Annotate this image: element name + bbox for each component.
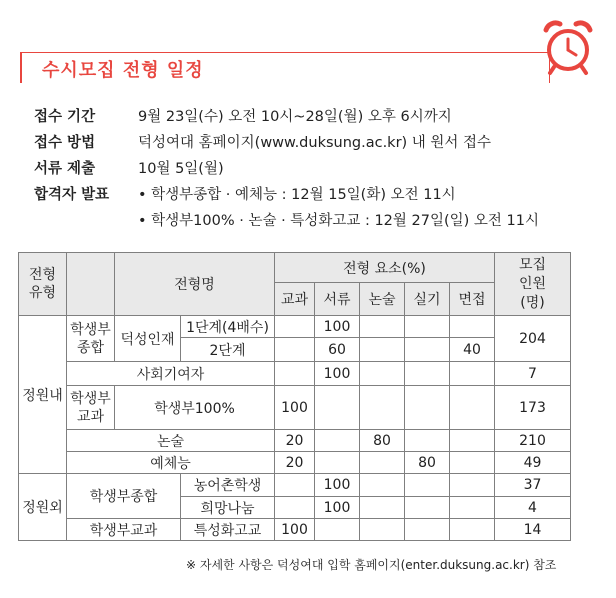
table-cell — [450, 474, 495, 497]
schedule-label: 서류 제출 — [34, 161, 96, 177]
schedule-value: 10월 5일(월) — [138, 161, 224, 177]
cell-jong2: 학생부종합 — [67, 474, 181, 519]
table-wrap — [18, 252, 571, 541]
table-cell — [360, 519, 405, 541]
schedule-row — [34, 156, 539, 182]
header-blank — [67, 253, 115, 316]
table-cell — [405, 519, 450, 541]
table-cell — [405, 430, 450, 452]
table-cell: 20 — [275, 430, 315, 452]
table-cell — [360, 474, 405, 497]
table-cell — [405, 386, 450, 430]
table-cell — [275, 474, 315, 497]
cell-hak-jong: 학생부 종합 — [67, 316, 115, 362]
table-cell: 100 — [275, 386, 315, 430]
table-cell — [450, 316, 495, 338]
table-cell — [315, 386, 360, 430]
cell-social: 사회기여자 — [67, 362, 275, 386]
header-type: 전형 유형 — [19, 253, 67, 316]
header-gyogwa: 교과 — [275, 283, 315, 316]
table-cell — [360, 338, 405, 362]
table-cell: 60 — [315, 338, 360, 362]
table-cell: 173 — [495, 386, 571, 430]
cell-jung-nae: 정원내 — [19, 316, 67, 474]
header-elements: 전형 요소(%) — [275, 253, 495, 283]
cell-gyo2: 학생부교과 — [67, 519, 181, 541]
schedule-info — [34, 104, 539, 234]
table-cell — [275, 338, 315, 362]
table-cell — [450, 519, 495, 541]
table-cell — [315, 519, 360, 541]
table-cell — [360, 386, 405, 430]
schedule-row — [34, 104, 539, 130]
table-cell — [405, 316, 450, 338]
table-cell: 100 — [315, 497, 360, 519]
table-cell — [405, 362, 450, 386]
table-cell: 100 — [275, 519, 315, 541]
cell-step2: 2단계 — [181, 338, 275, 362]
cell-nonsul: 논술 — [67, 430, 275, 452]
cell-tukhwa: 특성화고교 — [181, 519, 275, 541]
table-cell: 210 — [495, 430, 571, 452]
schedule-label: 접수 방법 — [34, 135, 96, 151]
table-cell — [275, 316, 315, 338]
table-cell — [405, 497, 450, 519]
header-myeonjeop: 면접 — [450, 283, 495, 316]
cell-hak100: 학생부100% — [115, 386, 275, 430]
table-cell: 7 — [495, 362, 571, 386]
table-cell: 100 — [315, 362, 360, 386]
header-count: 모집 인원 (명) — [495, 253, 571, 316]
alarm-clock-icon — [538, 16, 598, 78]
table-cell — [360, 362, 405, 386]
table-cell — [405, 474, 450, 497]
header-seoryu: 서류 — [315, 283, 360, 316]
table-cell — [450, 497, 495, 519]
table-cell — [450, 430, 495, 452]
schedule-value: 9월 23일(수) 오전 10시~28일(월) 오후 6시까지 — [138, 109, 452, 125]
table-cell — [360, 497, 405, 519]
cell-hope: 희망나눔 — [181, 497, 275, 519]
table-cell — [450, 362, 495, 386]
schedule-extra: • 학생부100% · 논술 · 특성화고교 : 12월 27일(일) 오전 11시 — [138, 213, 539, 229]
table-cell: 100 — [315, 316, 360, 338]
table-cell — [315, 430, 360, 452]
cell-step1: 1단계(4배수) — [181, 316, 275, 338]
cell-nong: 농어촌학생 — [181, 474, 275, 497]
table-cell: 20 — [275, 452, 315, 474]
table-cell — [450, 386, 495, 430]
table-cell — [275, 362, 315, 386]
schedule-label: 합격자 발표 — [34, 187, 110, 203]
header-name: 전형명 — [115, 253, 275, 316]
table-cell: 40 — [450, 338, 495, 362]
table-cell: 204 — [495, 316, 571, 362]
table-cell: 100 — [315, 474, 360, 497]
schedule-value: • 학생부종합 · 예체능 : 12월 15일(화) 오전 11시 — [138, 187, 456, 203]
header-nonsul: 논술 — [360, 283, 405, 316]
schedule-value: 덕성여대 홈페이지(www.duksung.ac.kr) 내 원서 접수 — [138, 135, 492, 151]
table-cell: 80 — [360, 430, 405, 452]
cell-jung-oe: 정원외 — [19, 474, 67, 541]
table-cell — [360, 316, 405, 338]
table-cell — [360, 452, 405, 474]
admission-table — [18, 252, 571, 541]
table-cell — [315, 452, 360, 474]
cell-hak-gyo: 학생부 교과 — [67, 386, 115, 430]
table-cell — [450, 452, 495, 474]
section-header — [14, 16, 604, 92]
table-cell: 37 — [495, 474, 571, 497]
header-silgi: 실기 — [405, 283, 450, 316]
schedule-label: 접수 기간 — [34, 109, 96, 125]
table-cell: 4 — [495, 497, 571, 519]
schedule-row — [34, 130, 539, 156]
cell-duk-in: 덕성인재 — [115, 316, 181, 362]
schedule-row — [34, 182, 539, 208]
table-cell: 49 — [495, 452, 571, 474]
page-title: 수시모집 전형 일정 — [42, 60, 204, 81]
table-cell — [275, 497, 315, 519]
cell-yeche: 예체능 — [67, 452, 275, 474]
table-cell: 14 — [495, 519, 571, 541]
footnote: ※ 자세한 사항은 덕성여대 입학 홈페이지(enter.duksung.ac.kr) 참조 — [186, 558, 557, 572]
table-cell: 80 — [405, 452, 450, 474]
table-cell — [405, 338, 450, 362]
